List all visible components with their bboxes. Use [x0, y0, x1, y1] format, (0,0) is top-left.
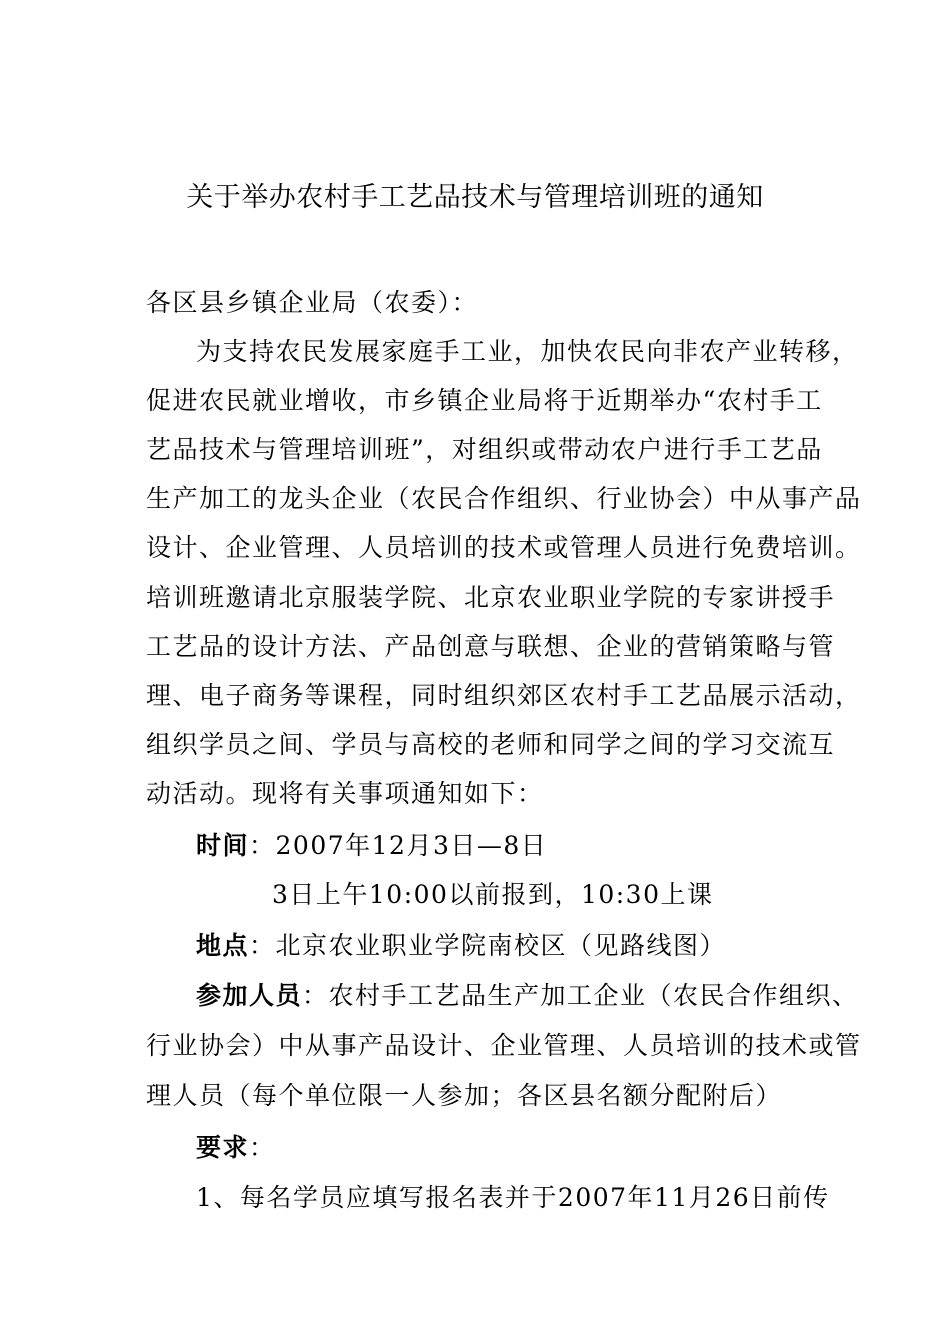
body-line: 促进农民就业增收，市乡镇企业局将于近期举办“农村手工 — [146, 386, 823, 415]
body-line: 理、电子商务等课程，同时组织郊区农村手工艺品展示活动， — [146, 681, 862, 710]
body-line: 培训班邀请北京服装学院、北京农业职业学院的专家讲授手 — [146, 583, 836, 612]
place-label: 地点 — [196, 931, 250, 960]
participants-value: ：农村手工艺品生产加工企业（农民合作组织、 — [302, 981, 859, 1010]
body-line: 工艺品的设计方法、产品创意与联想、企业的营销策略与管 — [146, 632, 836, 661]
participants-line — [196, 978, 866, 1014]
requirements-heading — [196, 1130, 866, 1166]
body-line: 设计、企业管理、人员培训的技术或管理人员进行免费培训。 — [146, 533, 862, 562]
body-line: 组织学员之间、学员与高校的老师和同学之间的学习交流互 — [146, 730, 836, 759]
place-value: ：北京农业职业学院南校区（见路线图） — [249, 931, 727, 960]
time-label: 时间 — [196, 831, 250, 860]
salutation: 各区县乡镇企业局（农委）： — [146, 288, 479, 317]
time-detail: 3日上午10:00以前报到，10:30上课 — [272, 880, 714, 909]
participants-label: 参加人员 — [196, 981, 303, 1010]
body-line: 生产加工的龙头企业（农民合作组织、行业协会）中从事产品 — [146, 484, 862, 513]
time-value: ：2007年12月3日—8日 — [249, 831, 548, 860]
requirements-label: 要求 — [196, 1133, 250, 1162]
participants-continuation: 行业协会）中从事产品设计、企业管理、人员培训的技术或管 — [146, 1031, 862, 1060]
document-title: 关于举办农村手工艺品技术与管理培训班的通知 — [186, 182, 764, 213]
requirement-item-1: 1、每名学员应填写报名表并于2007年11月26日前传 — [196, 1183, 830, 1212]
place-line — [196, 928, 866, 964]
body-line: 艺品技术与管理培训班”，对组织或带动农户进行手工艺品 — [146, 435, 823, 464]
body-line: 动活动。现将有关事项通知如下： — [146, 779, 544, 808]
time-line — [196, 828, 866, 864]
participants-continuation: 理人员（每个单位限一人参加；各区县名额分配附后） — [146, 1081, 783, 1110]
body-line: 为支持农民发展家庭手工业，加快农民向非农产业转移， — [196, 337, 859, 366]
requirements-suffix: ： — [249, 1133, 276, 1162]
